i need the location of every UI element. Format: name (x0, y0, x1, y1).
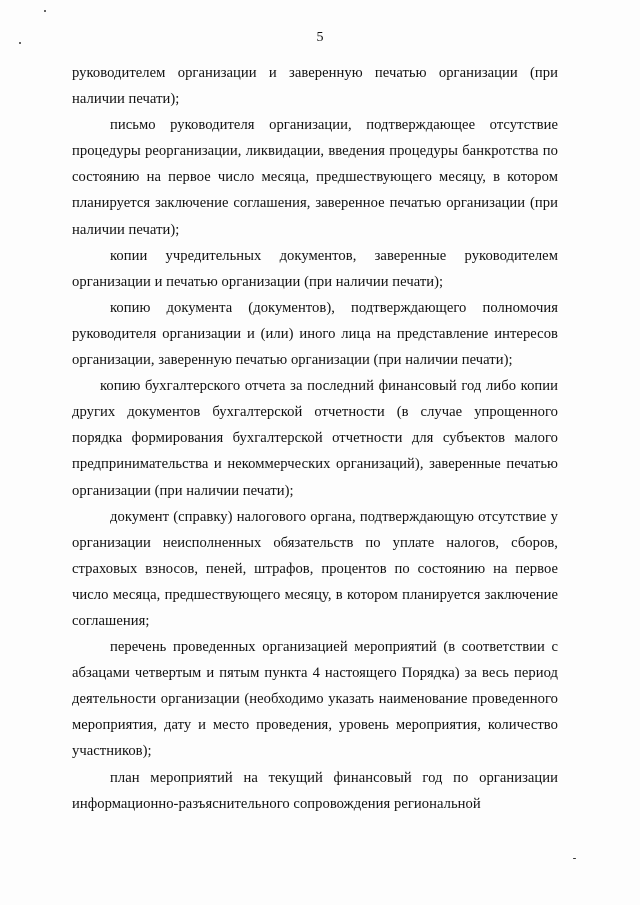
paragraph-events-list: перечень проведенных организацией мероприятий (в соответствии с абзацами четвертым и пятым пункта 4 настоящего Порядка) за весь период деятельности организации (необходимо указать наименование проведенного мероприятия, дату и место проведения, уровень мероприятия, количество участников); (72, 639, 558, 760)
paragraph-tax-certificate: документ (справку) налогового органа, подтверждающую отсутствие у организации неисполненных обязательств по уплате налогов, сборов, страховых взносов, пеней, штрафов, процентов по состоянию на первое число месяца, предшествующего месяцу, в котором планируется заключение соглашения; (72, 508, 558, 629)
paragraph-accounting-report: копию бухгалтерского отчета за последний финансовый год либо копии других документов бухгалтерской отчетности (в случае упрощенного порядка формирования бухгалтерской отчетности для субъектов малого предпринимательства и некоммерческих организаций), заверенные печатью организации (при наличии печати); (72, 378, 558, 499)
scan-speck (573, 858, 576, 859)
page-number: 5 (316, 30, 324, 45)
paragraph-letter-no-reorganization: письмо руководителя организации, подтверждающее отсутствие процедуры реорганизации, ликвидации, введения процедуры банкротства по состоянию на первое число месяца, предшествующего месяцу, в котором планируется заключение соглашения, заверенное печатью организации (при наличии печати); (72, 117, 558, 238)
paragraph-founding-documents: копии учредительных документов, заверенные руководителем организации и печатью организации (при наличии печати); (72, 247, 558, 290)
paragraph-1-continuation: руководителем организации и заверенную печатью организации (при наличии печати); (72, 65, 558, 108)
paragraph-events-plan: план мероприятий на текущий финансовый год по организации информационно-разъяснительного сопровождения региональной (72, 769, 558, 812)
scan-speck (44, 10, 46, 12)
paragraph-authority-document: копию документа (документов), подтверждающего полномочия руководителя организации и (или) иного лица на представление интересов организации, заверенную печатью организации (при наличии печати); (72, 299, 558, 369)
document-body (72, 60, 558, 817)
